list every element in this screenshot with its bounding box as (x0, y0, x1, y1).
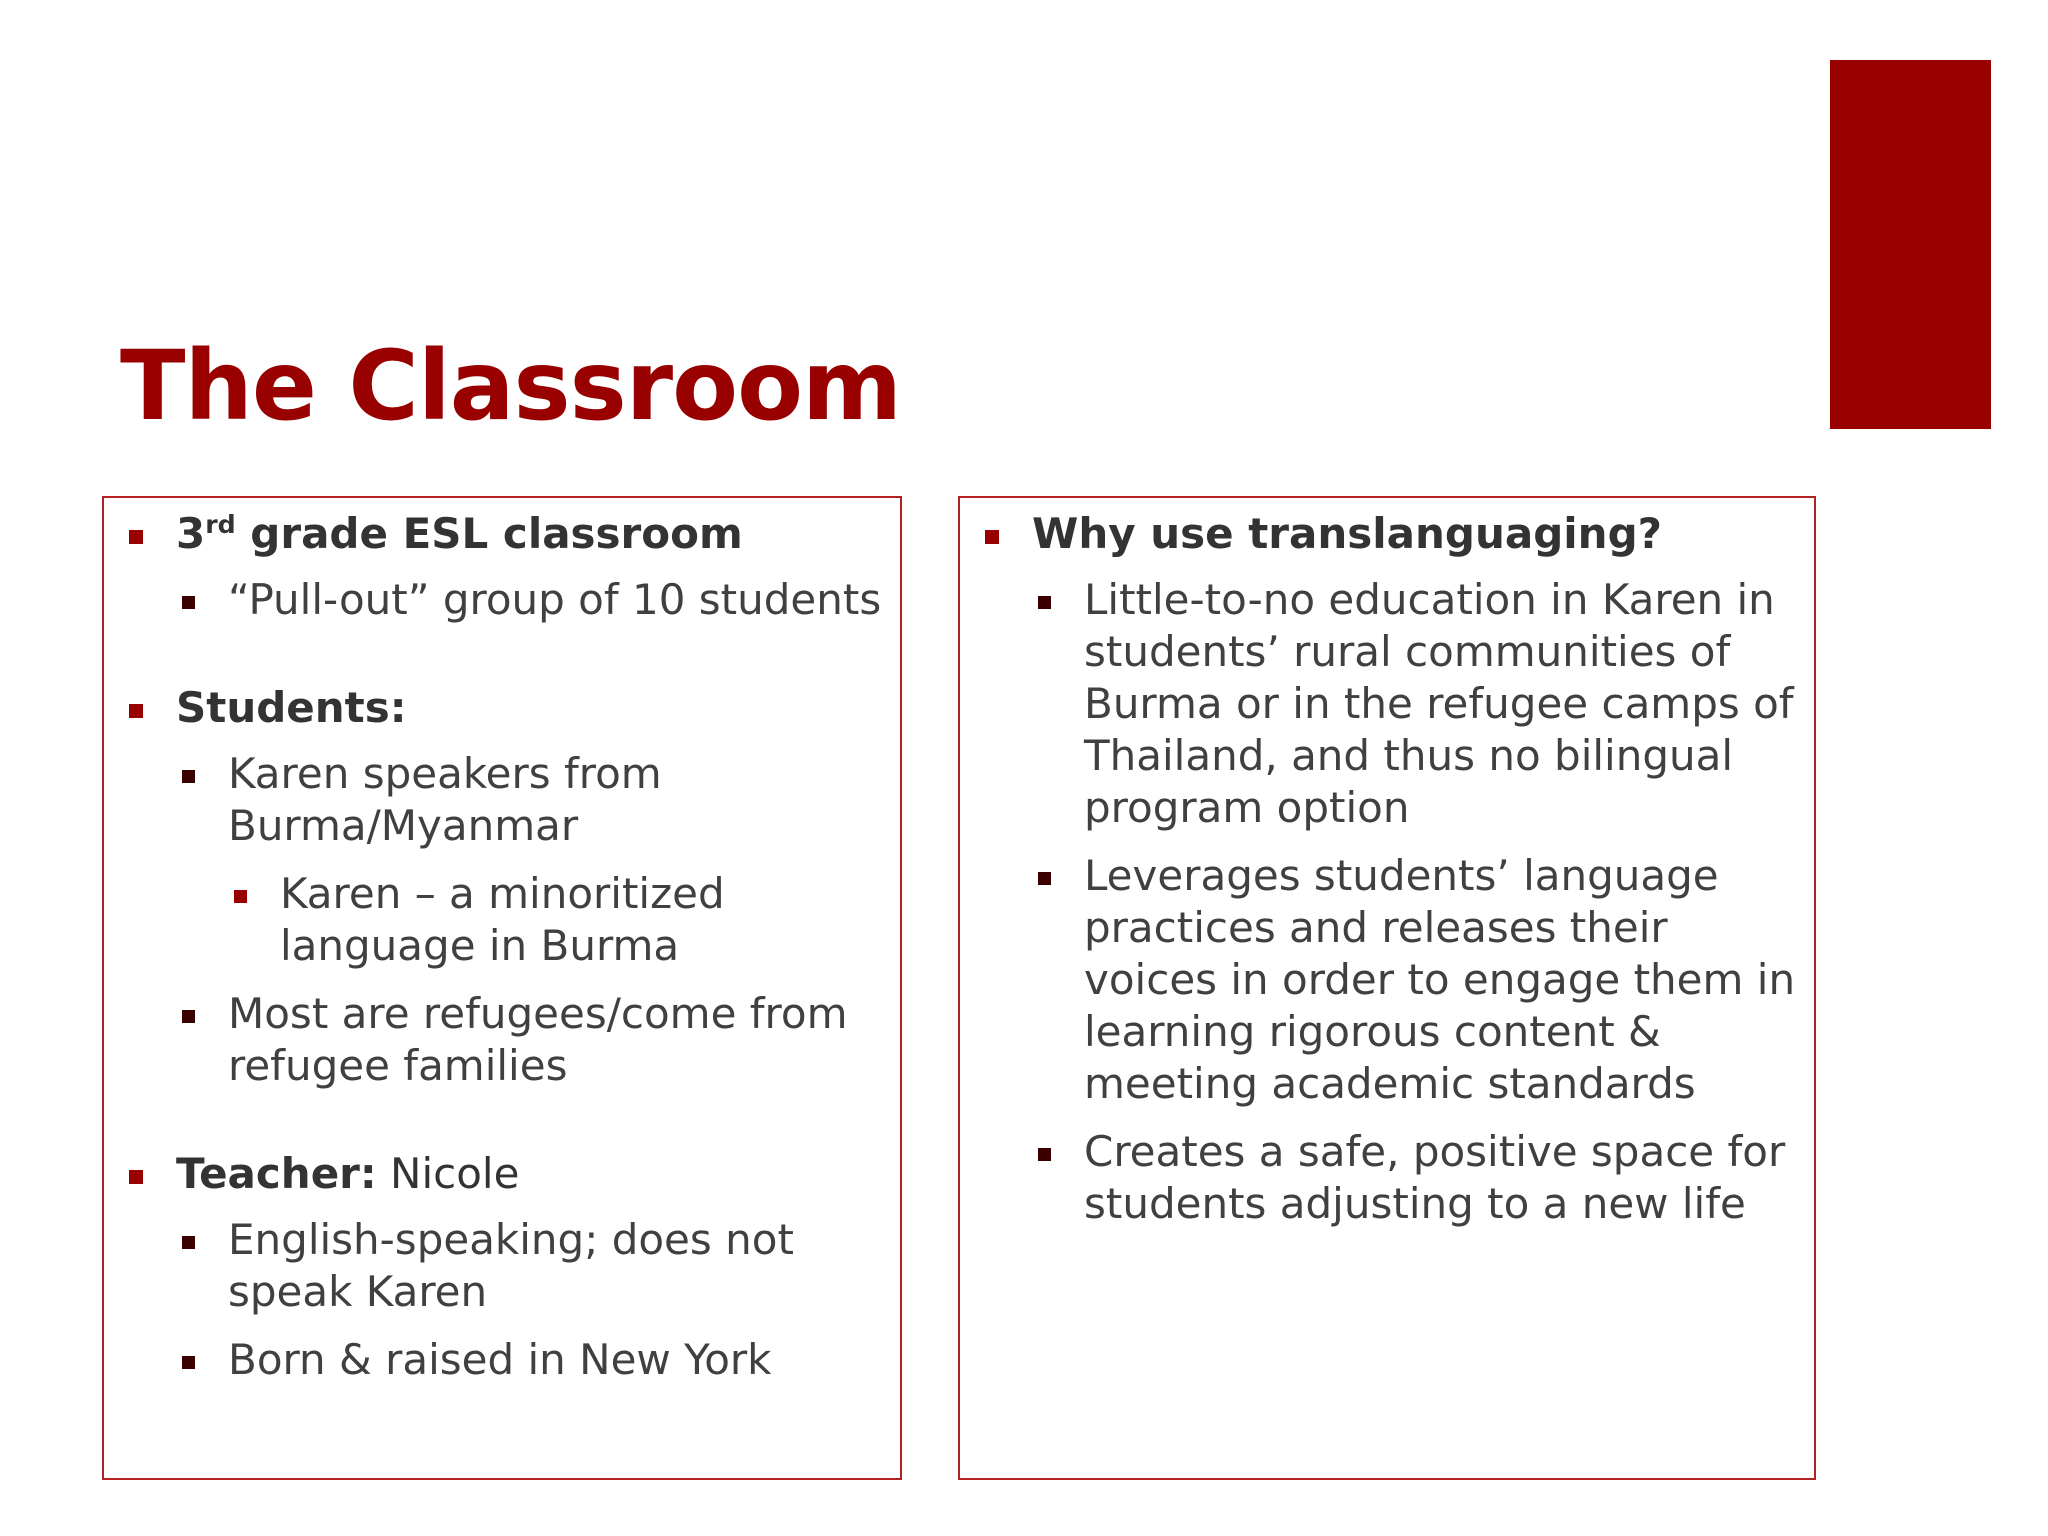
bullet-teacher (104, 1148, 900, 1200)
sub-bullet-reason-leverages: Leverages students’ language practices and releases their voices in order to engage them in learning rigorous content & meeting academic standards (960, 850, 1814, 1110)
bullet-students: Students: (104, 682, 900, 734)
classroom-type-text: grade ESL classroom (235, 509, 743, 558)
right-content-box (958, 496, 1816, 1480)
accent-bar (1830, 60, 1991, 429)
sub-bullet-reason-education: Little-to-no education in Karen in students’ rural communities of Burma or in the refugee camps of Thailand, and thus no bilingual program option (960, 574, 1814, 834)
list-spacer (104, 642, 900, 682)
slide-title: The Classroom (120, 330, 902, 442)
bullet-classroom-type (104, 508, 900, 560)
sub-bullet-karen-speakers: Karen speakers from Burma/Myanmar (104, 748, 900, 852)
sub-sub-bullet-karen-language: Karen – a minoritized language in Burma (104, 868, 900, 972)
bullet-why-translanguaging: Why use translanguaging? (960, 508, 1814, 560)
sub-bullet-teacher-language: English-speaking; does not speak Karen (104, 1214, 900, 1318)
left-content-box (102, 496, 902, 1480)
teacher-label: Teacher: (176, 1149, 377, 1198)
right-bullet-list (960, 508, 1814, 1246)
sub-bullet-group-size: “Pull-out” group of 10 students (104, 574, 900, 626)
teacher-name: Nicole (376, 1149, 520, 1198)
grade-number: 3 (176, 509, 206, 558)
list-spacer (104, 1108, 900, 1148)
sub-bullet-reason-safe-space: Creates a safe, positive space for students adjusting to a new life (960, 1126, 1814, 1230)
grade-ordinal-suffix: rd (205, 510, 236, 539)
sub-bullet-teacher-origin: Born & raised in New York (104, 1334, 900, 1386)
left-bullet-list (104, 508, 900, 1402)
sub-bullet-refugees: Most are refugees/come from refugee families (104, 988, 900, 1092)
